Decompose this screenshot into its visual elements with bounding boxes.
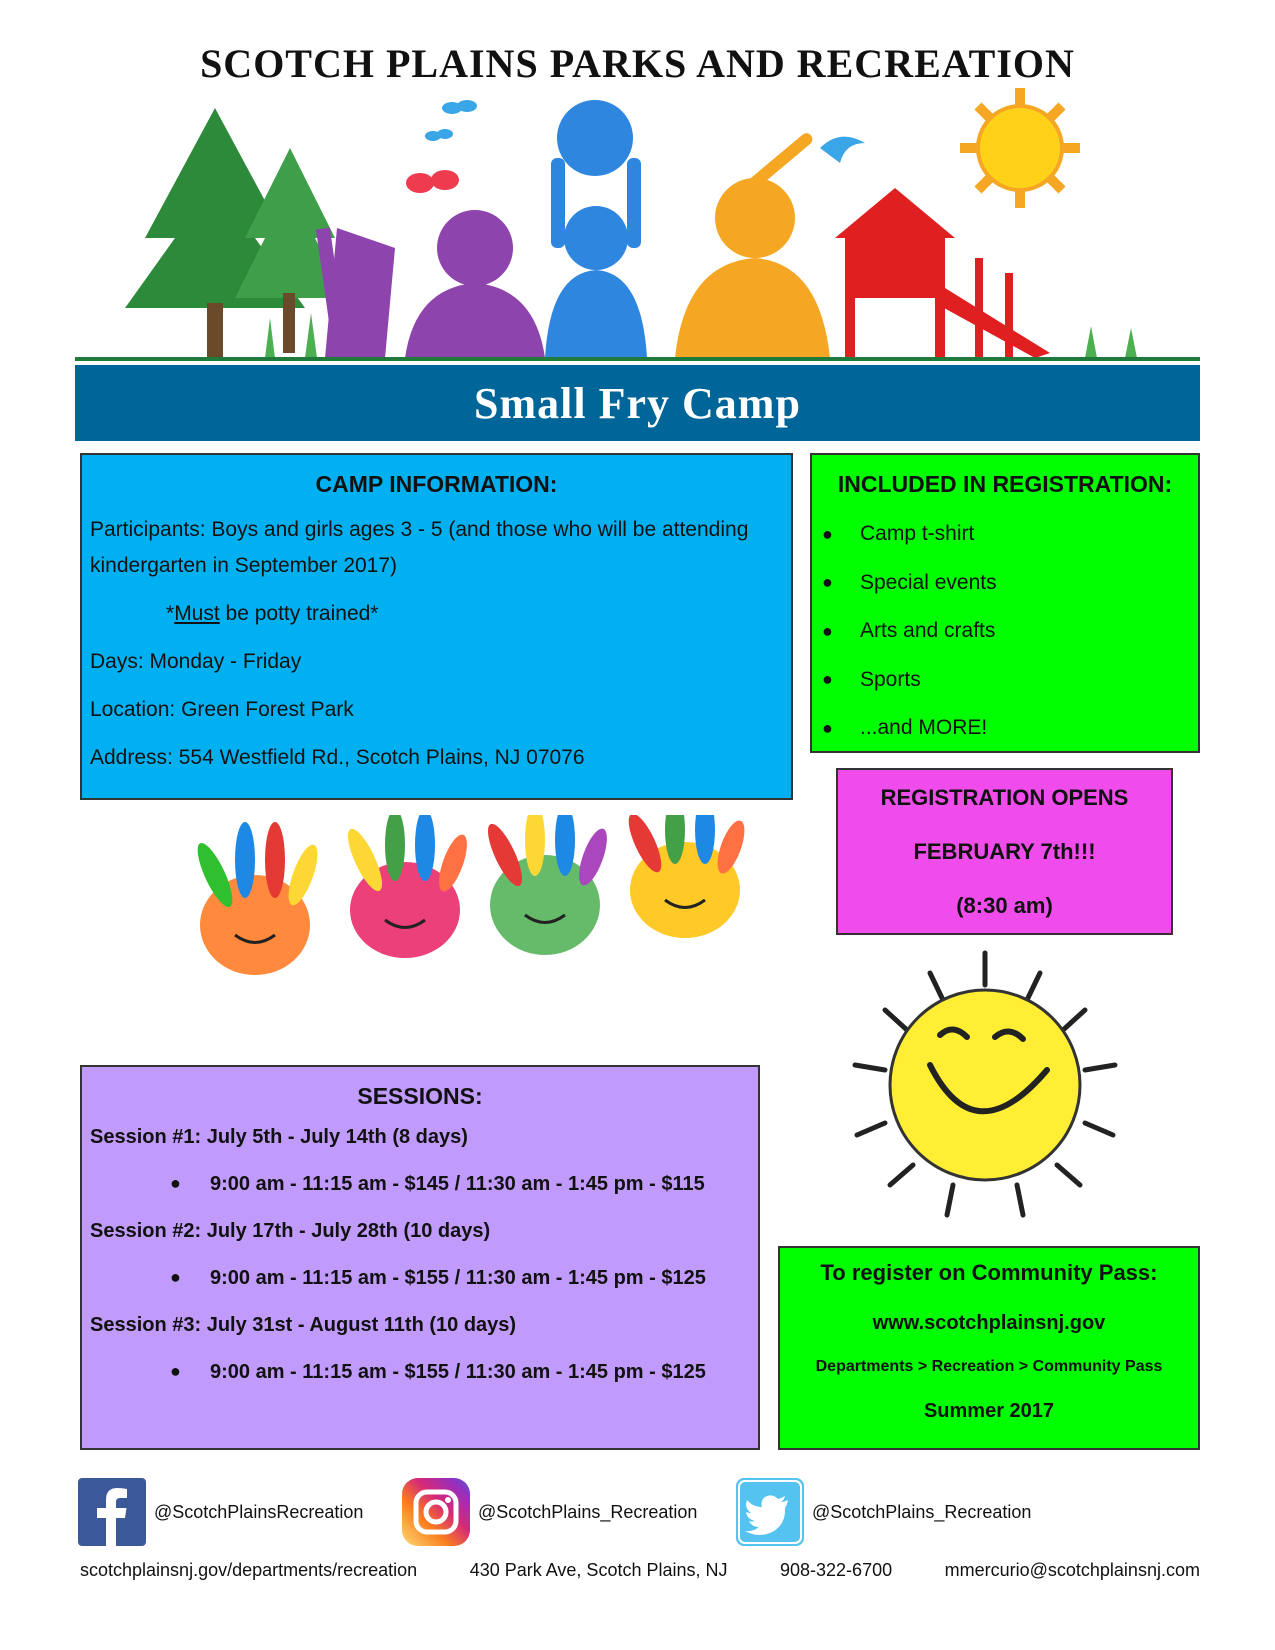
facebook-icon — [78, 1478, 146, 1546]
bullet-icon: ● — [170, 1173, 181, 1193]
bullet-icon: ● — [822, 717, 833, 738]
session-title: Session #2: July 17th - July 28th (10 days) — [90, 1220, 491, 1242]
session-title: Session #1: July 5th - July 14th (8 days) — [90, 1126, 468, 1148]
included-heading: INCLUDED IN REGISTRATION: — [837, 471, 1173, 497]
child-painting-icon — [316, 210, 545, 358]
days-text: Days: Monday - Friday — [90, 650, 302, 673]
address-text: Address: 554 Westfield Rd., Scotch Plains, NJ 07076 — [90, 746, 585, 769]
butterfly-icon — [406, 100, 477, 193]
hand-icon — [482, 815, 613, 955]
footer-email[interactable]: mmercurio@scotchplainsnj.com — [944, 1560, 1200, 1580]
facebook-handle: @ScotchPlainsRecreation — [154, 1501, 364, 1522]
hand-icon — [342, 815, 473, 958]
bullet-icon: ● — [822, 620, 833, 641]
list-item: ● Arts and crafts — [822, 619, 996, 643]
community-pass-url[interactable]: www.scotchplainsnj.gov — [872, 1312, 1106, 1334]
playground-icon — [835, 188, 1050, 358]
camp-name: Small Fry Camp — [474, 378, 801, 428]
footer-phone: 908-322-6700 — [780, 1560, 893, 1580]
list-item: ● Special events — [822, 570, 997, 594]
sessions-box — [80, 1065, 760, 1450]
child-batter-icon — [675, 131, 830, 358]
child-ball-icon — [545, 100, 647, 358]
community-pass-box — [778, 1246, 1200, 1450]
participants-text: Participants: Boys and girls ages 3 - 5 (and those who will be attending kindergarten in September 2017) — [90, 518, 749, 577]
session-detail: ● 9:00 am - 11:15 am - $145 / 11:30 am - 1:45 pm - $115 — [90, 1173, 750, 1220]
footer — [80, 1560, 1200, 1581]
community-pass-season: Summer 2017 — [923, 1400, 1055, 1422]
registration-time: (8:30 am) — [956, 892, 1053, 918]
twitter-handle: @ScotchPlains_Recreation — [812, 1501, 1032, 1522]
footer-website[interactable]: scotchplainsnj.gov/departments/recreation — [80, 1560, 418, 1580]
bird-icon — [820, 137, 865, 163]
hand-icon — [622, 815, 750, 938]
instagram-link[interactable] — [402, 1478, 697, 1546]
hero-illustration — [75, 88, 1200, 363]
twitter-icon — [736, 1478, 804, 1546]
sessions-heading: SESSIONS: — [357, 1083, 483, 1109]
bullet-icon: ● — [170, 1361, 181, 1381]
sun-icon — [960, 88, 1080, 208]
camp-info-heading: CAMP INFORMATION: — [315, 471, 558, 497]
hand-icon — [191, 822, 323, 975]
registration-line: REGISTRATION OPENS — [880, 784, 1129, 810]
camp-banner — [75, 365, 1200, 441]
session-detail: ● 9:00 am - 11:15 am - $155 / 11:30 am - 1:45 pm - $125 — [90, 1267, 750, 1314]
community-pass-path: Departments > Recreation > Community Pass — [815, 1358, 1163, 1375]
page-title: SCOTCH PLAINS PARKS AND RECREATION — [200, 41, 1075, 86]
session-detail: ● 9:00 am - 11:15 am - $155 / 11:30 am - 1:45 pm - $125 — [90, 1361, 750, 1408]
ground-line — [75, 357, 1200, 361]
camp-info-box — [80, 453, 793, 800]
location-text: Location: Green Forest Park — [90, 698, 354, 721]
list-item: ● ...and MORE! — [822, 716, 988, 740]
painted-hands-illustration — [105, 815, 765, 980]
session-title: Session #3: July 31st - August 11th (10 days) — [90, 1314, 517, 1336]
potty-note: *Must be potty trained* — [166, 602, 379, 625]
twitter-link[interactable] — [736, 1478, 1031, 1546]
footer-address: 430 Park Ave, Scotch Plains, NJ — [469, 1560, 728, 1580]
facebook-link[interactable] — [78, 1478, 363, 1546]
bullet-icon: ● — [822, 669, 833, 690]
bullet-icon: ● — [170, 1267, 181, 1287]
community-pass-heading: To register on Community Pass: — [820, 1260, 1158, 1285]
instagram-handle: @ScotchPlains_Recreation — [478, 1501, 698, 1522]
instagram-icon — [402, 1478, 470, 1546]
bullet-icon: ● — [822, 523, 833, 544]
bullet-icon: ● — [822, 572, 833, 593]
smiling-sun-illustration — [835, 945, 1135, 1235]
included-box — [810, 453, 1200, 753]
list-item: ● Camp t-shirt — [822, 522, 975, 546]
registration-date: FEBRUARY 7th!!! — [913, 838, 1096, 864]
list-item: ● Sports — [822, 667, 921, 691]
registration-box — [836, 768, 1173, 935]
